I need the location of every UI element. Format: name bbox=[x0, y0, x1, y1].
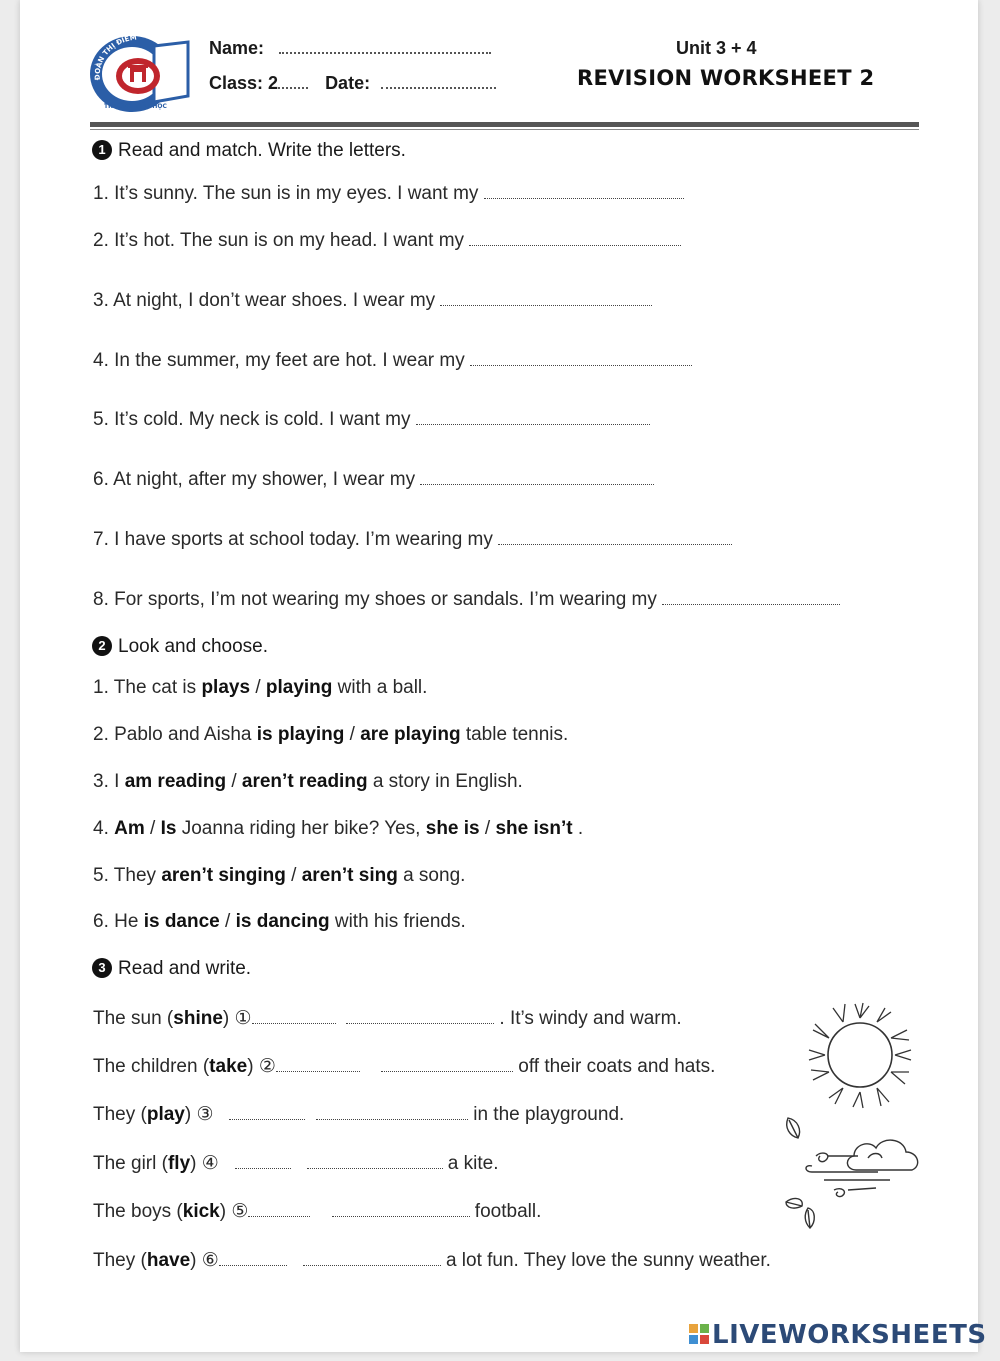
header-divider-thin bbox=[90, 129, 919, 130]
s1-blank-1[interactable] bbox=[484, 186, 684, 199]
s2-option[interactable]: she is bbox=[425, 818, 480, 839]
s1-blank-5[interactable] bbox=[416, 412, 650, 425]
logo-text-bottom: TRƯỜNG TIỂU HỌC bbox=[104, 103, 167, 110]
s2-option[interactable]: Am bbox=[114, 818, 145, 839]
s3-blank[interactable] bbox=[381, 1059, 513, 1072]
s3-blank[interactable] bbox=[346, 1011, 494, 1024]
s3-item-3: They (play) ③ in the playground. bbox=[93, 1103, 625, 1125]
s2-option[interactable]: am reading bbox=[124, 771, 227, 792]
s1-item-8: 8. For sports, I’m not wearing my shoes or sandals. I’m wearing my bbox=[93, 589, 840, 611]
s1-item-2: 2. It’s hot. The sun is on my head. I want my bbox=[93, 230, 681, 252]
s1-item-6: 6. At night, after my shower, I wear my bbox=[93, 469, 654, 491]
logo-text-top: ĐOÀN THỊ ĐIỂM bbox=[93, 33, 138, 81]
s3-blank[interactable] bbox=[303, 1253, 441, 1266]
s2-option[interactable]: Is bbox=[160, 818, 177, 839]
s3-item-4: The girl (fly) ④ a kite. bbox=[93, 1152, 499, 1174]
section-1-heading bbox=[92, 140, 406, 162]
class-blank[interactable] bbox=[278, 73, 308, 89]
s2-item-1: 1. The cat is plays / playing with a ball. bbox=[93, 677, 428, 698]
liveworksheets-logo-icon bbox=[688, 1323, 710, 1350]
s3-blank[interactable] bbox=[219, 1253, 287, 1266]
s2-option[interactable]: she isn’t bbox=[495, 818, 573, 839]
s1-blank-8[interactable] bbox=[662, 592, 840, 605]
s1-blank-4[interactable] bbox=[470, 353, 692, 366]
s1-blank-2[interactable] bbox=[469, 233, 681, 246]
school-logo bbox=[88, 32, 192, 112]
s3-item-2: The children (take) ② off their coats and hats. bbox=[93, 1055, 716, 1077]
s2-item-3: 3. I am reading / aren’t reading a story in English. bbox=[93, 771, 523, 792]
s1-blank-7[interactable] bbox=[498, 532, 732, 545]
s2-item-4: 4. Am / Is Joanna riding her bike? Yes, she is / she isn’t . bbox=[93, 818, 584, 839]
liveworksheets-watermark bbox=[688, 1320, 987, 1350]
unit-label: Unit 3 + 4 bbox=[676, 38, 757, 58]
s2-option[interactable]: aren’t singing bbox=[161, 865, 286, 886]
class-label: Class: 2 bbox=[209, 73, 279, 93]
class-date-field[interactable] bbox=[209, 73, 496, 94]
s3-blank[interactable] bbox=[307, 1156, 443, 1169]
s3-item-5: The boys (kick) ⑤ football. bbox=[93, 1200, 542, 1222]
section-1-title: Read and match. Write the letters. bbox=[118, 140, 406, 161]
s2-option[interactable]: is dance bbox=[143, 911, 220, 932]
s1-blank-6[interactable] bbox=[420, 472, 654, 485]
s1-blank-3[interactable] bbox=[440, 293, 652, 306]
section-3-number: 3 bbox=[92, 958, 112, 978]
section-3-heading bbox=[92, 958, 251, 980]
s2-item-6: 6. He is dance / is dancing with his friends. bbox=[93, 911, 466, 932]
worksheet-page bbox=[20, 0, 987, 1352]
date-label: Date: bbox=[325, 73, 371, 93]
s3-blank[interactable] bbox=[235, 1156, 291, 1169]
s2-option[interactable]: is dancing bbox=[235, 911, 330, 932]
section-2-number: 2 bbox=[92, 636, 112, 656]
section-2-title: Look and choose. bbox=[118, 636, 269, 657]
s2-item-5: 5. They aren’t singing / aren’t sing a song. bbox=[93, 865, 466, 886]
s3-blank[interactable] bbox=[229, 1107, 305, 1120]
s3-item-1: The sun (shine) ① . It’s windy and warm. bbox=[93, 1007, 682, 1029]
s1-item-5: 5. It’s cold. My neck is cold. I want my bbox=[93, 409, 650, 431]
s3-item-6: They (have) ⑥ a lot fun. They love the sunny weather. bbox=[93, 1249, 771, 1271]
s2-option[interactable]: aren’t reading bbox=[241, 771, 368, 792]
s3-blank[interactable] bbox=[248, 1204, 310, 1217]
watermark-text: LIVEWORKSHEETS bbox=[712, 1320, 987, 1350]
date-blank[interactable] bbox=[381, 73, 496, 89]
section-3-title: Read and write. bbox=[118, 958, 252, 979]
s2-option[interactable]: is playing bbox=[256, 724, 345, 745]
name-blank[interactable] bbox=[279, 38, 491, 54]
s2-item-2: 2. Pablo and Aisha is playing / are playing table tennis. bbox=[93, 724, 569, 745]
page-title: REVISION WORKSHEET 2 bbox=[577, 66, 875, 90]
s3-blank[interactable] bbox=[252, 1011, 336, 1024]
s3-blank[interactable] bbox=[316, 1107, 468, 1120]
s1-item-7: 7. I have sports at school today. I’m wearing my bbox=[93, 529, 732, 551]
header-divider bbox=[90, 122, 919, 127]
section-1-number: 1 bbox=[92, 140, 112, 160]
name-label: Name: bbox=[209, 38, 265, 58]
s2-option[interactable]: are playing bbox=[360, 724, 461, 745]
sun-illustration bbox=[805, 1000, 915, 1110]
s1-item-1: 1. It’s sunny. The sun is in my eyes. I want my bbox=[93, 183, 684, 205]
s1-item-3: 3. At night, I don’t wear shoes. I wear my bbox=[93, 290, 652, 312]
name-field[interactable] bbox=[209, 38, 491, 59]
s2-option[interactable]: aren’t sing bbox=[301, 865, 398, 886]
s3-blank[interactable] bbox=[332, 1204, 470, 1217]
wind-cloud-illustration bbox=[758, 1110, 930, 1242]
section-2-heading bbox=[92, 636, 268, 658]
s2-option[interactable]: plays bbox=[201, 677, 251, 698]
s1-item-4: 4. In the summer, my feet are hot. I wear my bbox=[93, 350, 692, 372]
s3-blank[interactable] bbox=[276, 1059, 360, 1072]
s2-option[interactable]: playing bbox=[265, 677, 333, 698]
